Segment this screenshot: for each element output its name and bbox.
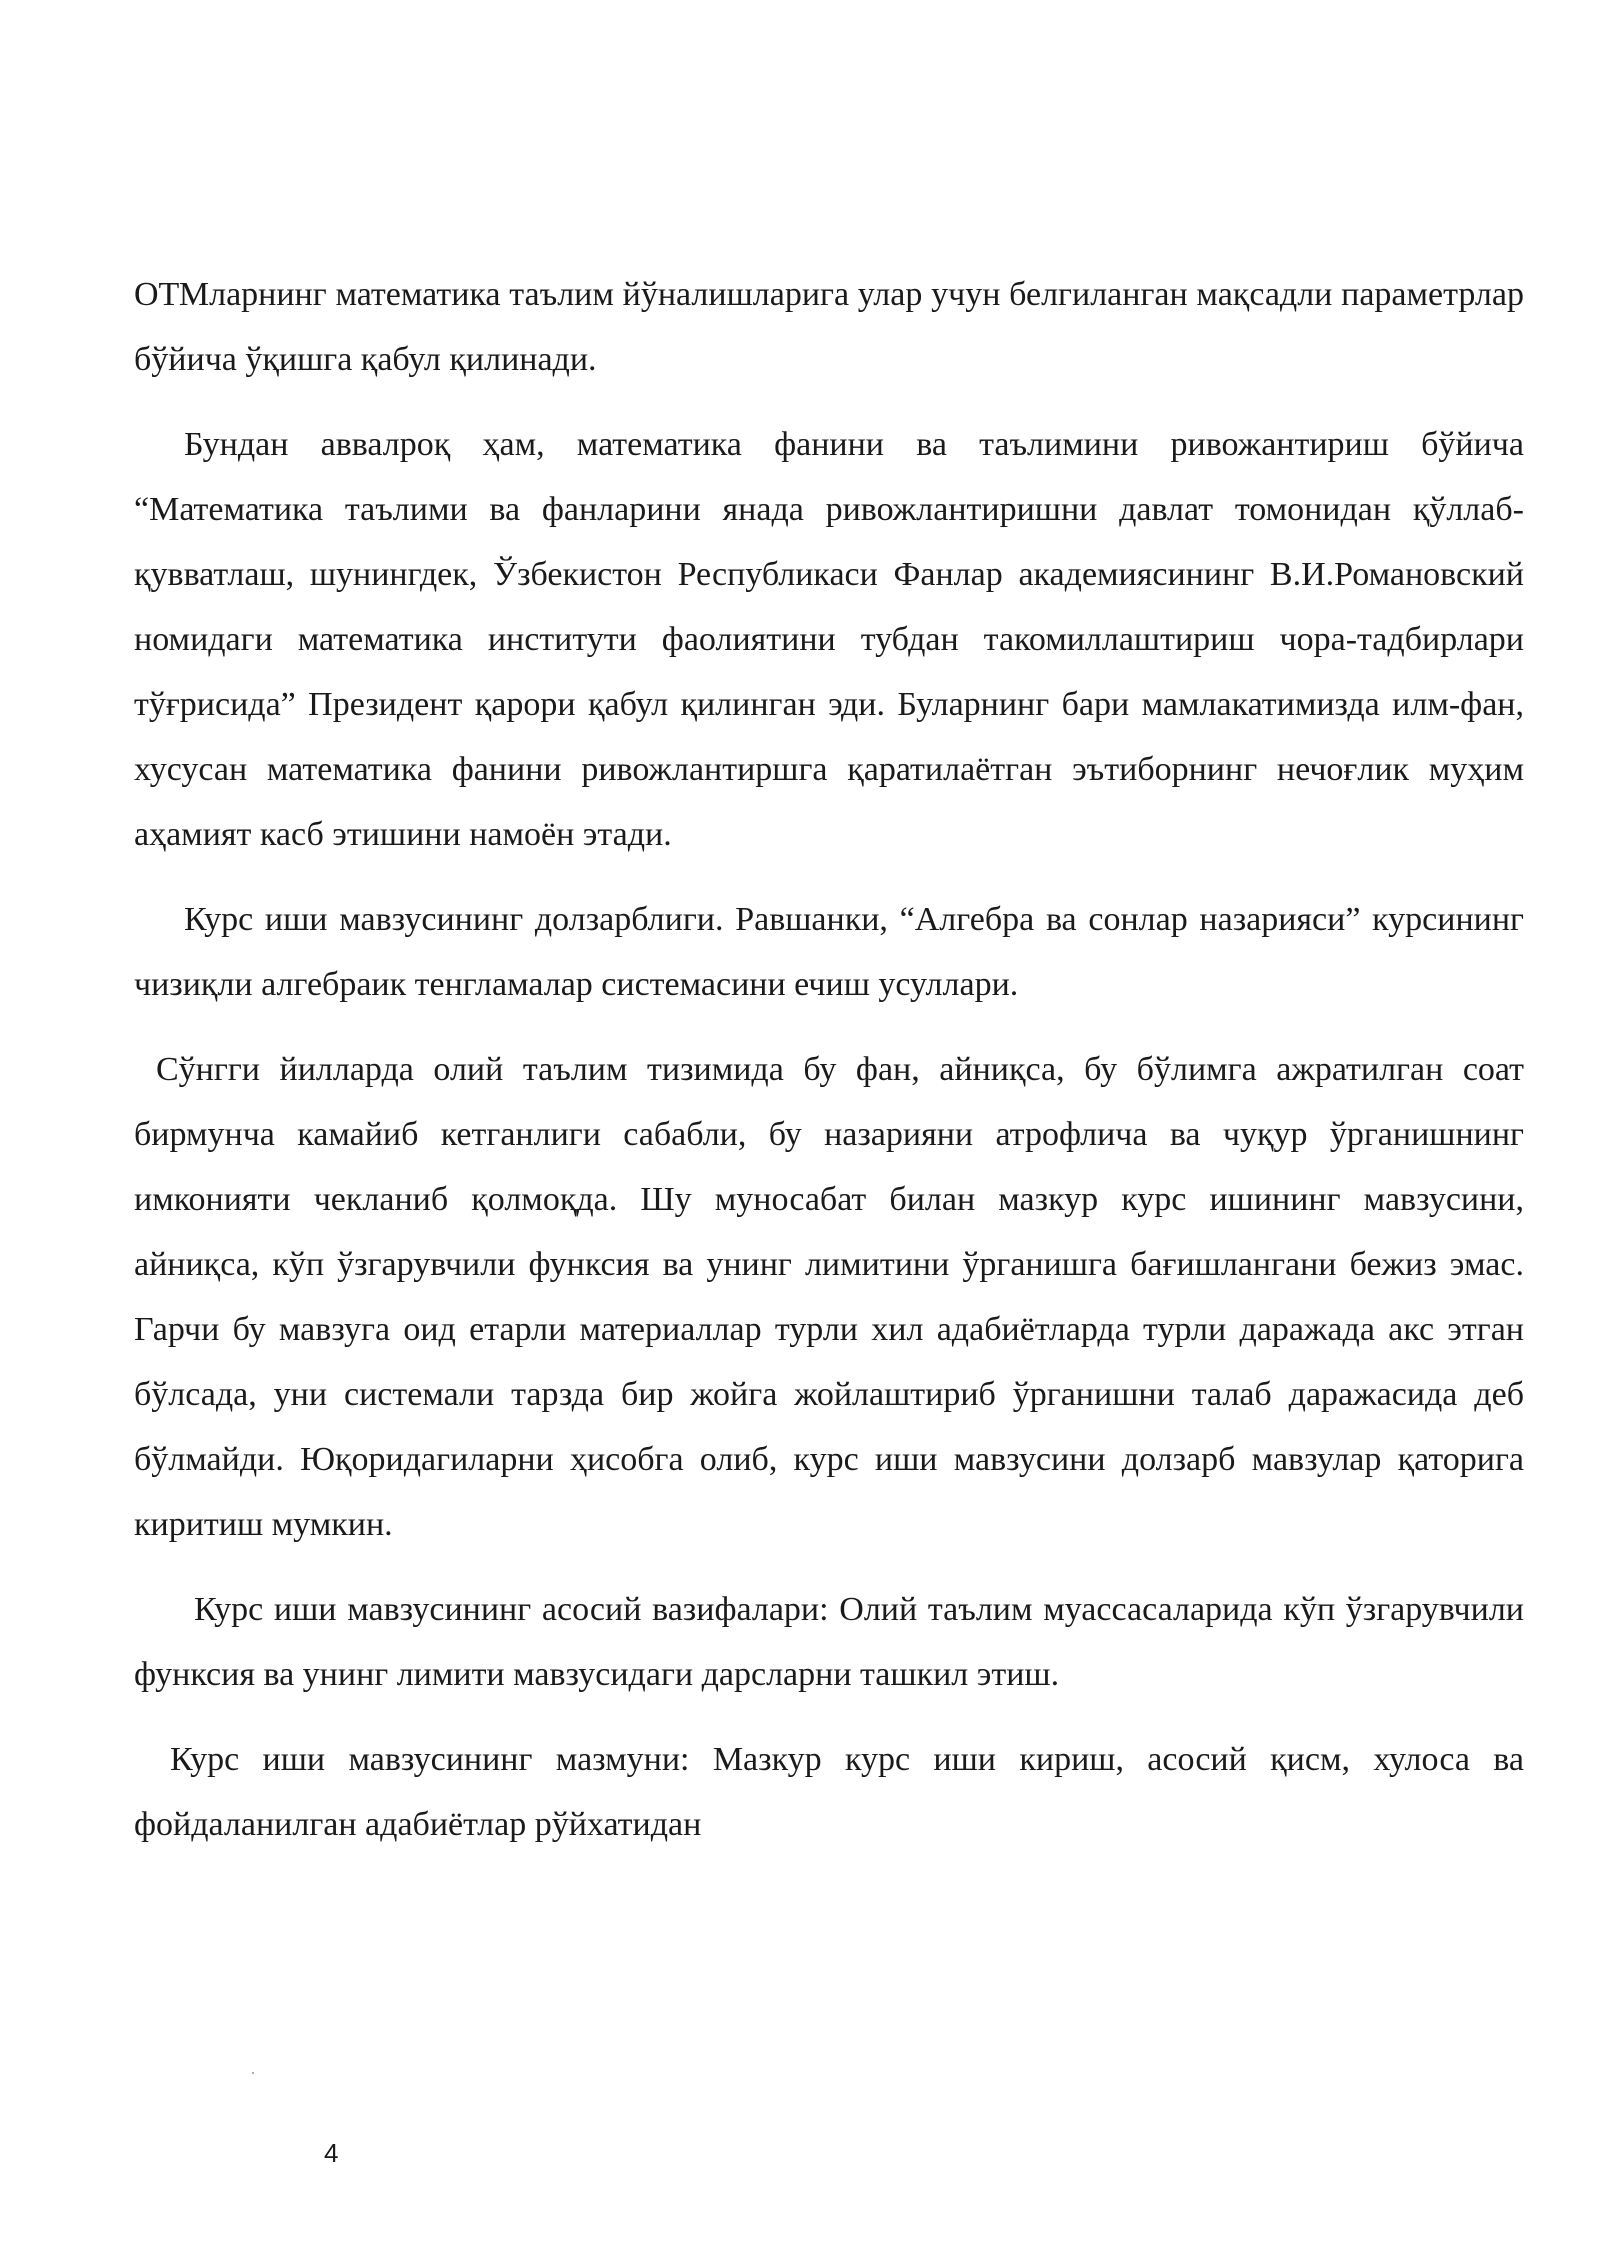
- paragraph-content: Курс иши мавзусининг мазмуни: Мазкур курс иши кириш, асосий қисм, хулоса ва фойдаланилган адабиётлар рўйхатидан: [134, 1741, 1524, 1843]
- paragraph-presidential-decree: Бундан аввалроқ ҳам, математика фанини ва таълимини ривожантириш бўйича “Математика таълими ва фанларини янада ривожлантиришни давлат томонидан қўллаб-қувватлаш, шунингдек, Ўзбекистон Республикаси Фанлар академиясининг В.И.Романовский номидаги математика институти фаолиятини тубдан такомиллаштириш чора-тадбирлари тўғрисида” Президент қарори қабул қилинган эди. Буларнинг бари мамлакатимизда илм-фан, хусусан математика фанини ривожлантиршга қаратилаётган эътиборнинг нечоғлик муҳим аҳамият касб этишини намоён этади.: [134, 426, 1524, 853]
- paragraph-admission: ОТМларнинг математика таълим йўналишларига улар учун белгиланган мақсадли параметрлар бўйича ўқишга қабул қилинади.: [134, 276, 1524, 378]
- paragraph-relevance: Курс иши мавзусининг долзарблиги. Равшанки, “Алгебра ва сонлар назарияси” курсининг чизиқли алгебраик тенгламалар системасини ечиш усуллари.: [134, 901, 1524, 1003]
- stray-dot-mark: [252, 2072, 254, 2074]
- document-body: [134, 262, 1524, 1877]
- paragraph-recent-years: Сўнгги йилларда олий таълим тизимида бу фан, айниқса, бу бўлимга ажратилган соат бирмунча камайиб кетганлиги сабабли, бу назарияни атрофлича ва чуқур ўрганишнинг имконияти чекланиб қолмоқда. Шу муносабат билан мазкур курс ишининг мавзусини, айниқса, кўп ўзгарувчили функсия ва унинг лимитини ўрганишга бағишлангани бежиз эмас. Гарчи бу мавзуга оид етарли материаллар турли хил адабиётларда турли даражада акс этган бўлсада, уни системали тарзда бир жойга жойлаштириб ўрганишни талаб даражасида деб бўлмайди. Юқоридагиларни ҳисобга олиб, курс иши мавзусини долзарб мавзулар қаторига киритиш мумкин.: [134, 1051, 1524, 1543]
- paragraph-main-tasks: Курс иши мавзусининг асосий вазифалари: Олий таълим муассасаларида кўп ўзгарувчили функсия ва унинг лимити мавзусидаги дарсларни ташкил этиш.: [134, 1591, 1524, 1693]
- page-number: 4: [324, 2138, 339, 2168]
